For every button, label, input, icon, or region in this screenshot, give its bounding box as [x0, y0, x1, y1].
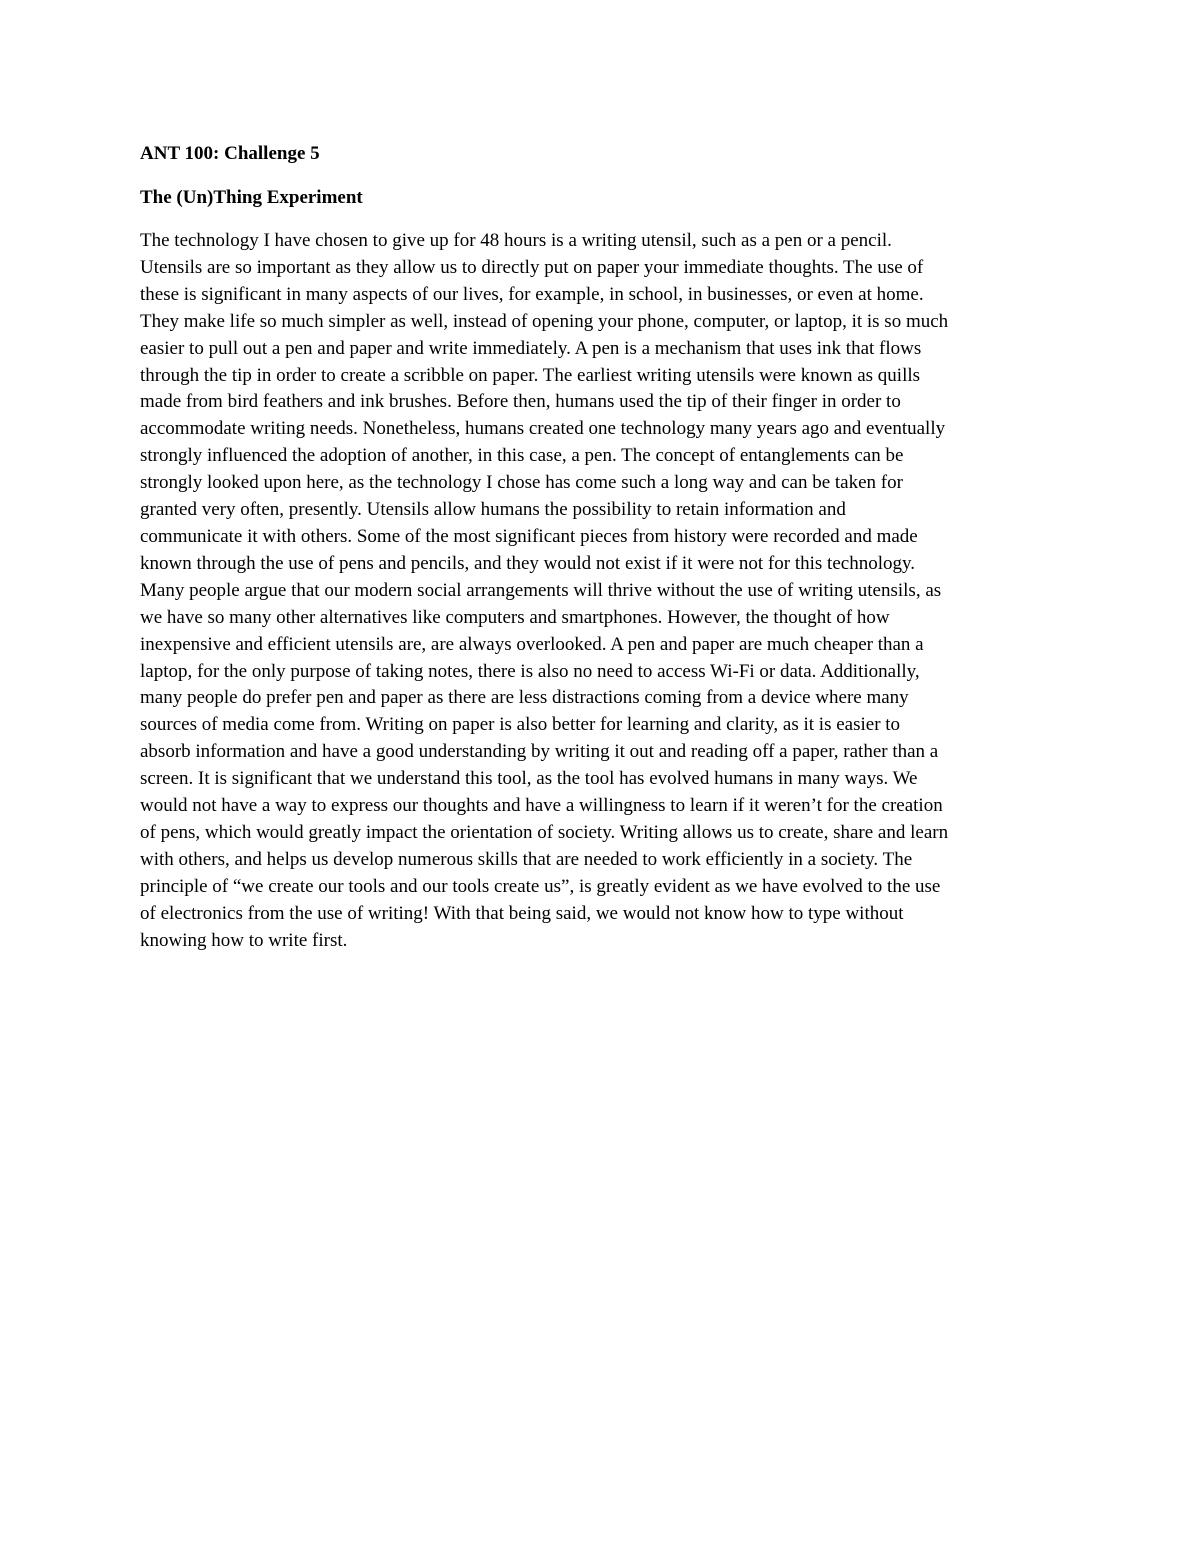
paragraph-line: with others, and helps us develop numerous skills that are needed to work efficiently in a society. The — [140, 848, 913, 870]
paragraph-line: laptop, for the only purpose of taking notes, there is also no need to access Wi-Fi or data. Additionally, — [140, 660, 920, 682]
paragraph-line: principle of “we create our tools and our tools create us”, is greatly evident as we have evolved to the use — [140, 875, 941, 897]
paragraph-line: we have so many other alternatives like computers and smartphones. However, the thought of how — [140, 606, 890, 628]
paragraph-line: made from bird feathers and ink brushes. Before then, humans used the tip of their finger in order to — [140, 391, 901, 413]
body-paragraph — [140, 228, 1065, 954]
paragraph-line: would not have a way to express our thoughts and have a willingness to learn if it weren’t for the creation — [140, 795, 943, 817]
paragraph-line: many people do prefer pen and paper as there are less distractions coming from a device where many — [140, 687, 909, 709]
course-title: ANT 100: Challenge 5 — [140, 143, 320, 164]
document-content — [140, 141, 1065, 954]
paragraph-line: They make life so much simpler as well, instead of opening your phone, computer, or laptop, it is so much — [140, 310, 949, 332]
paragraph-line: through the tip in order to create a scribble on paper. The earliest writing utensils were known as quills — [140, 364, 921, 386]
paragraph-line: of electronics from the use of writing! With that being said, we would not know how to type without — [140, 902, 904, 924]
paragraph-line: inexpensive and efficient utensils are, are always overlooked. A pen and paper are much cheaper than a — [140, 633, 924, 655]
paragraph-line: absorb information and have a good understanding by writing it out and reading off a paper, rather than a — [140, 741, 939, 763]
paragraph-line: strongly influenced the adoption of another, in this case, a pen. The concept of entanglements can be — [140, 445, 904, 467]
paragraph-line: Many people argue that our modern social arrangements will thrive without the use of writing utensils, as — [140, 579, 942, 601]
paragraph-line: The technology I have chosen to give up for 48 hours is a writing utensil, such as a pen or a pencil. — [140, 230, 892, 251]
paragraph-line: accommodate writing needs. Nonetheless, humans created one technology many years ago and eventually — [140, 418, 946, 440]
paragraph-line: these is significant in many aspects of our lives, for example, in school, in businesses, or even at home. — [140, 283, 924, 305]
paragraph-line: knowing how to write first. — [140, 929, 348, 951]
paragraph-line: strongly looked upon here, as the technology I chose has come such a long way and can be taken for — [140, 472, 903, 494]
paragraph-line: sources of media come from. Writing on paper is also better for learning and clarity, as it is easier to — [140, 714, 901, 736]
paragraph-line: easier to pull out a pen and paper and write immediately. A pen is a mechanism that uses ink that flows — [140, 337, 922, 359]
paragraph-line: communicate it with others. Some of the most significant pieces from history were recorded and made — [140, 525, 918, 547]
paragraph-line: screen. It is significant that we understand this tool, as the tool has evolved humans in many ways. We — [140, 768, 918, 790]
paragraph-line: Utensils are so important as they allow us to directly put on paper your immediate thoughts. The use of — [140, 256, 924, 278]
document-subtitle: The (Un)Thing Experiment — [140, 187, 363, 208]
paragraph-line: granted very often, presently. Utensils allow humans the possibility to retain information and — [140, 499, 846, 521]
paragraph-line: known through the use of pens and pencils, and they would not exist if it were not for this technology. — [140, 552, 915, 574]
paragraph-line: of pens, which would greatly impact the orientation of society. Writing allows us to create, share and learn — [140, 821, 949, 843]
